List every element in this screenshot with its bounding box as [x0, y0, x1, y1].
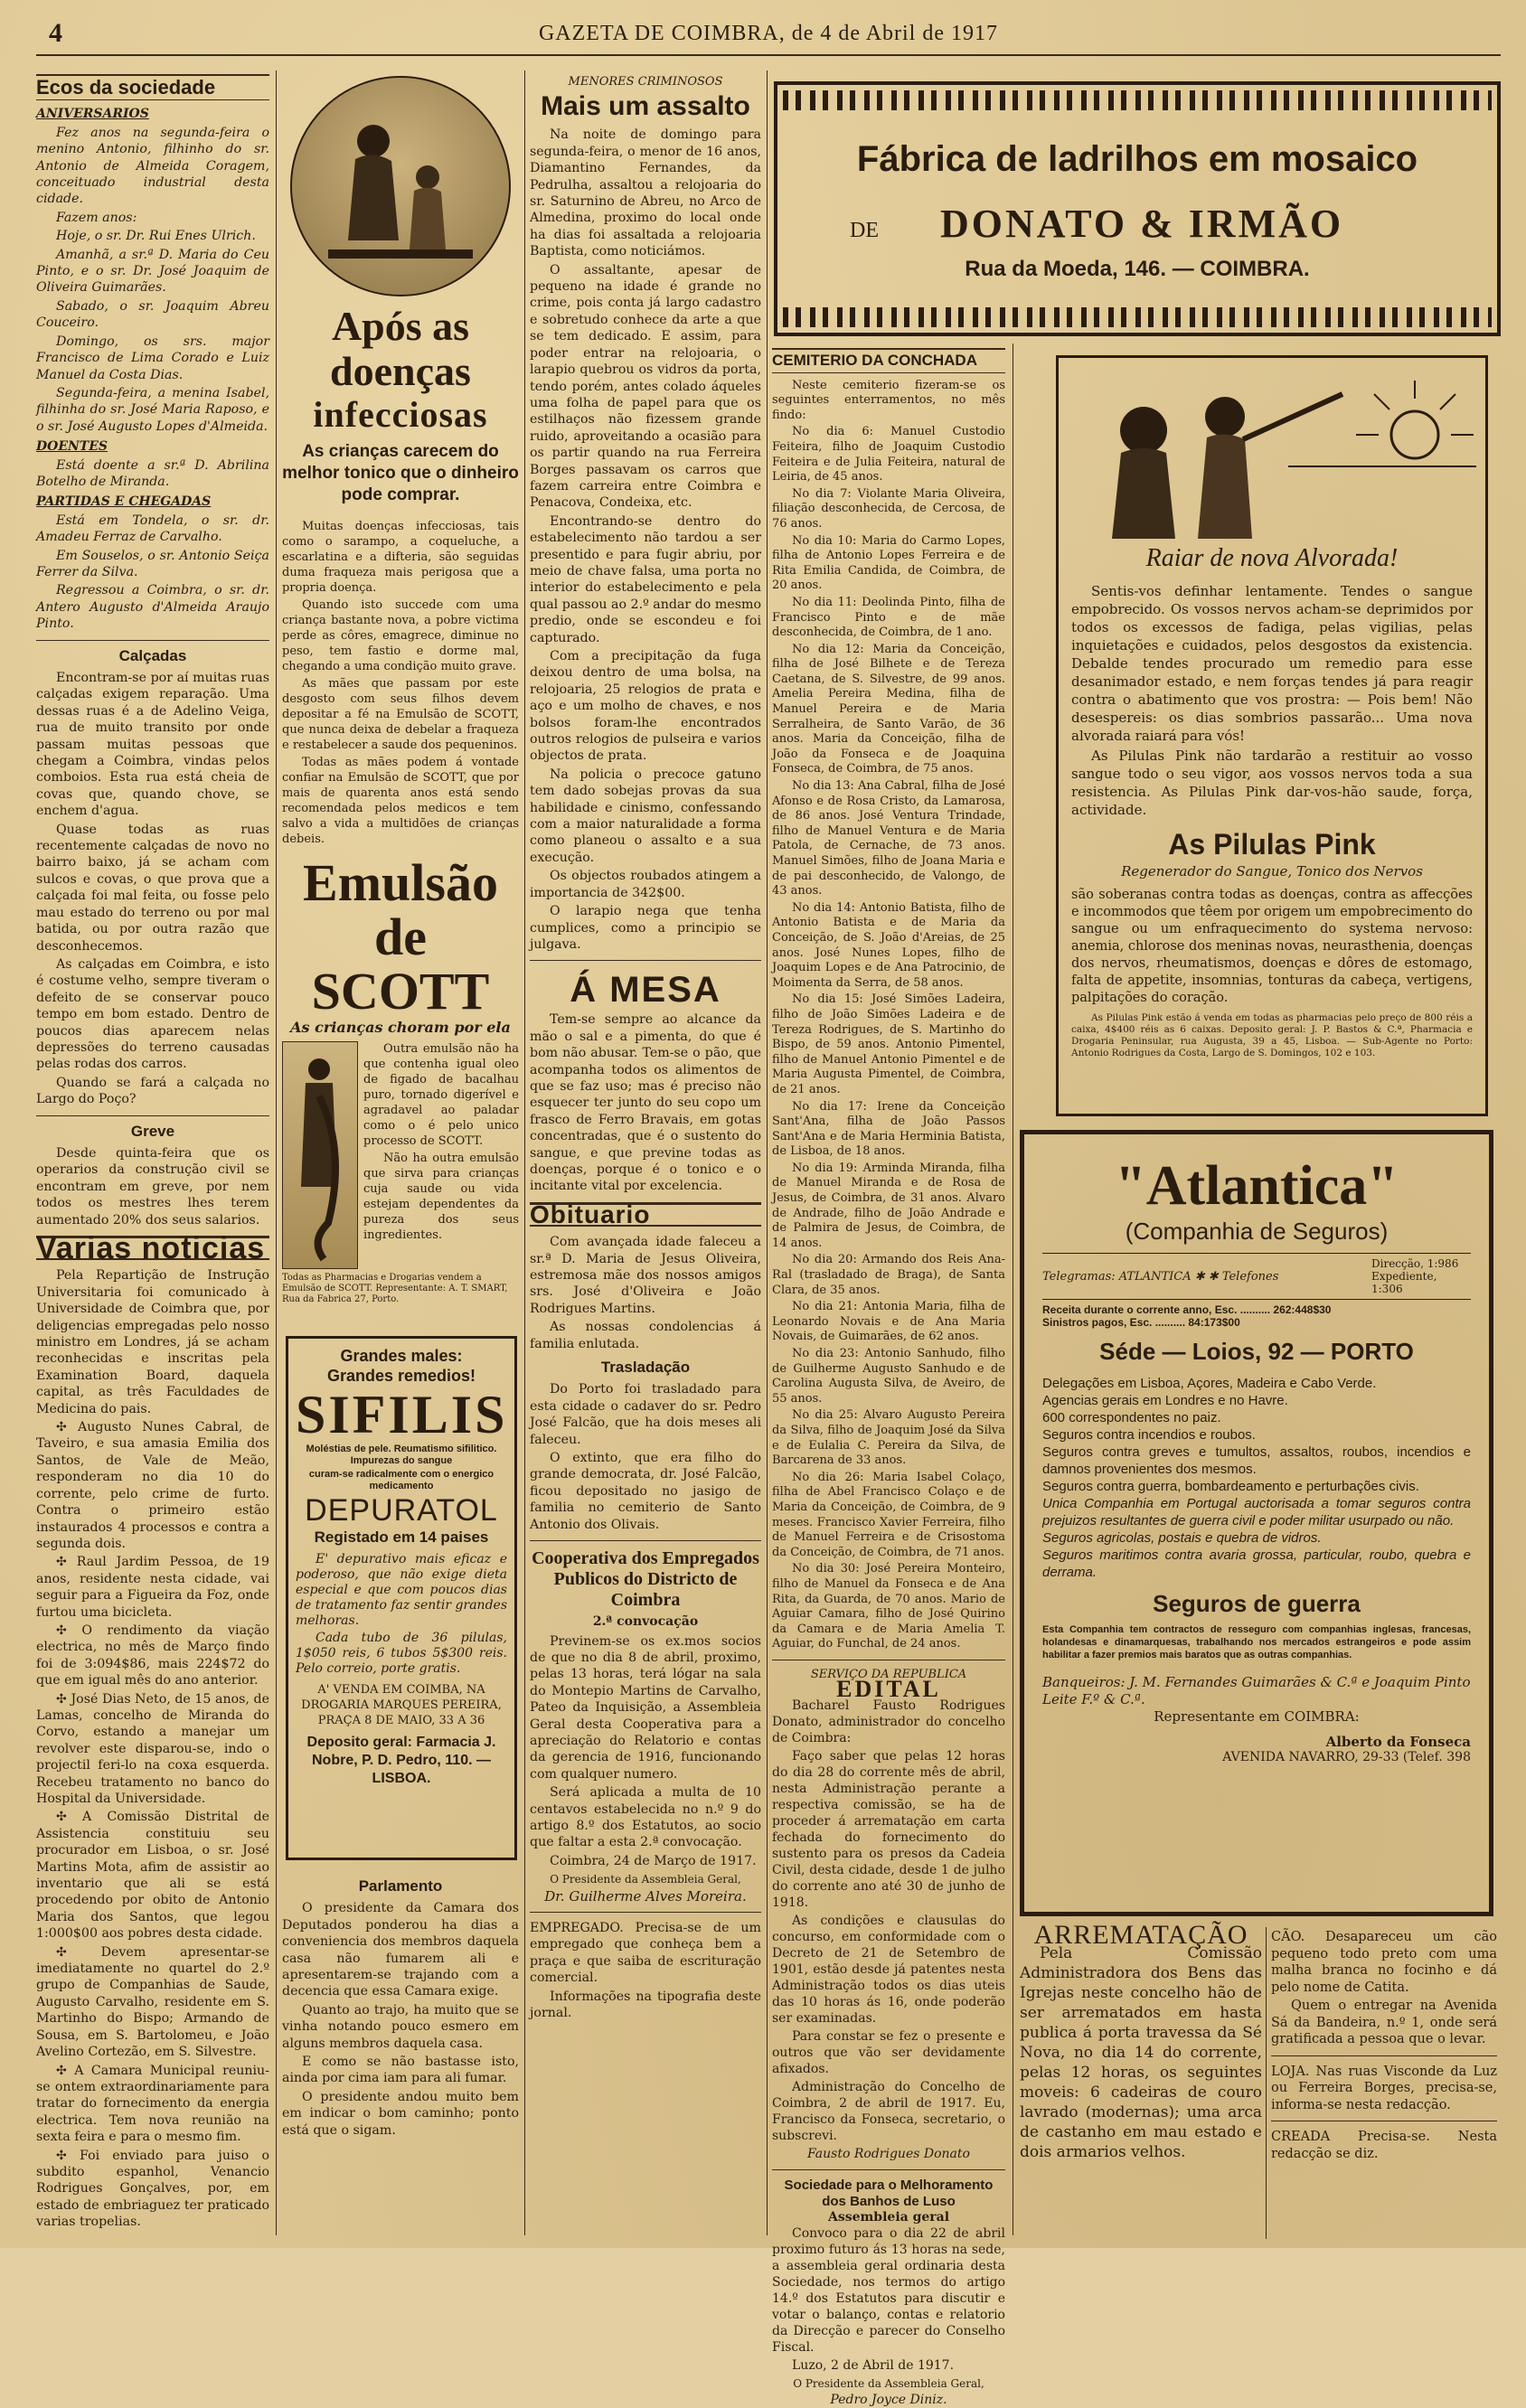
column-divider [1266, 1927, 1267, 2239]
scott-brand: de SCOTT [311, 908, 490, 1021]
assalto-heading: Mais um assalto [541, 91, 750, 122]
paragraph: As Pilulas Pink não tardarão a restituir ao vosso sangue todo o seu vigor, aos vossos nervos toda a sua resistencia. As Pilulas Pink dar-vos-hão saude, força, actividade. [1071, 748, 1473, 818]
paragraph: No dia 15: José Simões Ladeira, filho de João Simões Ladeira e de Tereza Rodrigues, de S. Martinho do Bispo, de 59 anos. Antonio Pimentel, filho de Manuel Antonio Pimentel e de Maria Augusta Pimentel, de Coimbra, de 21 anos. [772, 992, 1005, 1096]
paragraph: Bacharel Fausto Rodrigues Donato, administrador do concelho de Coimbra: [772, 1698, 1005, 1746]
paragraph: No dia 7: Violante Maria Oliveira, filiação desconhecida, de Cercosa, de 76 anos. [772, 486, 1005, 531]
signatory-name: Dr. Guilherme Alves Moreira. [544, 1887, 747, 1905]
mother-child-illustration [290, 76, 511, 296]
paragraph: O presidente andou muito bem em indicar o bom caminho; ponto está que o sigam. [282, 2089, 519, 2138]
varias-noticias-heading: Varias noticias [36, 1236, 269, 1260]
paragraph: No dia 23: Antonio Sanhudo, filho de Guilherme Augusto Sanhudo e de Carolina Augusta Silva, de Aveiro, de 55 anos. [772, 1347, 1005, 1406]
paragraph: Fez anos na segunda-feira o menino Antonio, filhinho do sr. Antonio de Almeida Coragem, conceituado industrial desta cidade. [36, 125, 269, 207]
paragraph: Está doente a sr.ª D. Abrilina Botelho de Miranda. [36, 457, 269, 489]
ad-title: Após as doenças [330, 303, 471, 394]
paragraph: Fazem anos: [56, 210, 137, 225]
sunrise-drawing [1071, 367, 1476, 539]
paragraph: Domingo, os srs. major Francisco de Lima Corado e Luiz Manuel da Costa Dias. [36, 334, 269, 382]
calcadas-heading: Calçadas [118, 646, 187, 664]
paragraph: Seguros contra greves e tumultos, assaltos, roubos, incendios e damnos provenientes dos mesmos. [1042, 1444, 1471, 1477]
section-kicker: MENORES CRIMINOSOS [568, 75, 723, 89]
pink-tagline: Regenerador do Sangue, Tonico dos Nervos [1121, 863, 1423, 879]
paragraph: Com a precipitação da fuga deixou dentro de uma bolsa, na relojoaria, 25 relogios de prata e aço e um molho de chaves, e nos bolsos foram-lhe encontrados outros relogios de pulseira e varios objectos de prata. [530, 649, 761, 764]
paragraph: Quando se fará a calçada no Largo do Poço? [36, 1075, 269, 1107]
paragraph: Quando isto succede com uma criança bastante nova, a pobre victima perde as côres, emagrece, diminue no peso, tem fastio e dorme mal, chegando a uma condição muito grave. [282, 598, 519, 673]
page-header [36, 16, 1501, 56]
paragraph: No dia 19: Arminda Miranda, filha de Manuel Miranda e de Rosa de Jesus, de Coimbra, de 31 anos. Alvaro de Andrade, filho de João Andrade e de Palmira de Jesus, de Coimbra, de 14 anos. [772, 1161, 1005, 1250]
paragraph: Administração do Concelho de Coimbra, 2 de abril de 1917. Eu, Francisco da Fonseca, secretario, o subscrevi. [772, 2080, 1005, 2144]
paragraph: Quanto ao trajo, ha muito que se vinha notando pouco esmero em alguns membros daquela casa. [282, 2002, 519, 2051]
paragraph: Outra emulsão não ha que contenha igual oleo de figado de bacalhau puro, tornado digerível e agradavel ao paladar como o é pelo unico processo de SCOTT. [363, 1042, 519, 1148]
signatory-title: O Presidente da Assembleia Geral, [793, 2376, 984, 2390]
classified-empregado: EMPREGADO. Precisa-se de um empregado que conheça bem a praça e que saiba de escrituração comercial. [530, 1921, 761, 1986]
paragraph: Sabado, o sr. Joaquim Abreu Couceiro. [36, 298, 269, 331]
paragraph: Com avançada idade faleceu a sr.ª D. Maria de Jesus Oliveira, estremosa mãe dos nossos amigos srs. José d'Oliveira e João Rodrigues Martins. [530, 1235, 761, 1316]
paragraph: Informações na tipografia deste jornal. [530, 1989, 761, 2021]
greve-heading: Greve [130, 1122, 175, 1140]
ad-subtitle: infecciosas [313, 394, 488, 435]
paragraph: ✣ Devem apresentar-se imediatamente no quartel do 2.º grupo de Companhias de Saude, Augusto Carvalho, residente em S. Martinho do Bispo; Armando de Sousa, em S. Bartolomeu, e João Avelino Cortezão, em S. Silvestre. [36, 1944, 269, 2060]
paragraph: O assaltante, apesar de pequeno na idade é grande no crime, pois conta já largo cadastro e sobretudo conhece da arte a que se tem dedicado. E assim, para poder entrar na relojoaria, o larapio quebrou os vidros da porta, tendo porém, antes colado áqueles uma folha de papel para que os estilhaços não fizessem grande ruido, aproveitando a ocasião para os partir quando na rua Ferreira Borges passavam os carros que fazem carreira entre Coimbra e Penacova, Condeixa, etc. [530, 262, 761, 511]
paragraph: O larapio nega que tenha cumplices, como a principio se julgava. [530, 904, 761, 952]
paragraph: Quem o entregar na Avenida Sá da Bandeira, n.º 1, onde será gratificada a pessoa que o levar. [1271, 1999, 1497, 2046]
atlantica-ad [1020, 1130, 1493, 1916]
luso-subheading: Assembleia geral [827, 2210, 950, 2225]
pink-headline: Raiar de nova Alvorada! [1145, 544, 1399, 572]
reinsurance-text: Esta Companhia tem contractos de resseguro com companhias inglesas, francesas, holandesas e dinamarquesas, trabalhando nos mercados estrangeiros e pode assim habilitar a fazer premios mais baratos que as outras companhias. [1042, 1624, 1471, 1660]
paragraph: No dia 26: Maria Isabel Colaço, filha de Abel Francisco Colaço e de Maria da Conceição, de Coimbra, de 9 meses. Francisco Xavier Ferreira, filho de Manuel Ferreira e de Crisostoma da Conceição, de Coimbra, de 71 anos. [772, 1470, 1005, 1559]
classified-cao: CÃO. Desapareceu um cão pequeno todo preto com uma malha branca no focinho e dá pelo nome de Catita. [1271, 1930, 1497, 1995]
head-office: Séde — Loios, 92 — PORTO [1099, 1338, 1414, 1365]
donato-irmao: DONATO & IRMÃO [940, 202, 1344, 246]
depuratol-ad [286, 1336, 517, 1860]
sales-point: A' VENDA EM COIMBA, NA DROGARIA MARQUES PEREIRA, PRAÇA 8 DE MAIO, 33 A 36 [301, 1683, 502, 1727]
classified-creada: CREADA Precisa-se. Nesta redacção se diz. [1271, 2130, 1497, 2161]
paragraph: Unica Companhia em Portugal auctorisada a tomar seguros contra prejuizos resultantes de guerra civil e poder militar usurpado ou não. [1042, 1496, 1471, 1529]
paragraph: Cada tubo de 36 pilulas, 1$050 reis, 6 tubos 5$300 reis. Pelo correio, porte gratis. [296, 1631, 507, 1676]
paragraph: E como se não bastasse isto, ainda por cima iam para ali fumar. [282, 2055, 519, 2086]
paragraph: Segunda-feira, a menina Isabel, filhinha do sr. José Maria Raposo, e o sr. José Augusto Lopes d'Almeida. [36, 385, 269, 434]
paragraph: Na policia o precoce gatuno tem dado sobejas provas da sua habilidade e cinismo, confessando com a maior naturalidade a forma como planeou o assalto e a sua execução. [530, 767, 761, 865]
representative-label: Representante em COIMBRA: [1154, 1708, 1360, 1725]
paragraph: são soberanas contra todas as doenças, contra as affecções e incommodos que têem por origem um empobrecimento do sangue ou um enfraquecimento do systema nervoso: anemia, chlorose dos meninas novas, neurasthenia, doenças dos nervos, rheumatismos, doenças e dôres de estomago, falta de appetite, insomnias, tonturas da cabeça, vertigens, palpitações do coração. [1071, 888, 1473, 1005]
ad-heading: Grandes males: [340, 1347, 463, 1365]
ad-text: Moléstias de pele. Reumatismo sifilitico. Impurezas do sangue [306, 1444, 497, 1466]
fisherman-illustration [282, 1041, 358, 1269]
partidas-heading: PARTIDAS E CHEGADAS [36, 494, 212, 510]
phone-numbers: Direcção, 1:986 Expediente, 1:306 [1371, 1257, 1459, 1295]
paragraph: Sentis-vos definhar lentamente. Tendes o sangue empobrecido. Os vossos nervos acham-se deprimidos por todos os excessos de fadiga, pelas vigilias, pelas inquietações e cuidados, pelos desgostos da existencia. Debalde tendes procurado um remedio para esse desanimador estado, e nem forças tendes já para reagir contra o abatimento que vos prostra: — Pois bem! Não desespereis: os dias sombrios passarão... Uma nova alvorada raiará para vós! [1071, 583, 1473, 744]
paragraph: Do Porto foi trasladado para esta cidade o cadaver do sr. Pedro José Falcão, que ha dois meses ali faleceu. [530, 1382, 761, 1447]
paragraph: Coimbra, 24 de Março de 1917. [550, 1853, 757, 1868]
sifilis-title: SIFILIS [296, 1385, 508, 1444]
emulsao-brand: Emulsão [303, 853, 498, 912]
paragraph: No dia 21: Antonia Maria, filha de Leonardo Novais e de Ana Maria Novais, de Guimarães, de 62 anos. [772, 1300, 1005, 1344]
paragraph: Está em Tondela, o sr. dr. Amadeu Ferraz de Carvalho. [36, 513, 269, 545]
column-divider [276, 71, 277, 2235]
paragraph: O extinto, que era filho do grande democrata, dr. José Falcão, ficou depositado no jasigo de familia no cemiterio de Santo Antonio dos Olivais. [530, 1451, 761, 1532]
paragraph: Em Souselos, o sr. Antonio Seiça Ferrer da Silva. [36, 548, 269, 579]
scott-emulsion-ad [282, 76, 519, 1314]
paragraph: O presidente da Camara dos Deputados ponderou ha dias a conveniencia dos membros daquela casa não fumarem ali e apresentarem-se trajando com a decencia que essa Camara exige. [282, 1901, 519, 1999]
claims-line: Sinistros pagos, Esc. .......... 84:173$00 [1042, 1316, 1240, 1329]
fisherman-drawing [283, 1042, 357, 1268]
edital-heading: EDITAL [836, 1676, 941, 1703]
cemiterio-heading: CEMITERIO DA CONCHADA [772, 348, 1005, 373]
pilulas-pink-ad [1056, 355, 1488, 1116]
column-society [36, 74, 269, 2239]
paragraph: ✣ José Dias Neto, de 15 anos, de Lamas, concelho de Miranda do Corvo, estando a manejar um revolver este disparou-se, indo o projectil feri-lo na coxa esquerda. Recebeu tratamento no banco do Hospital da Universidade. [36, 1691, 269, 1806]
paragraph: As Pilulas Pink estão á venda em todas as pharmacias pelo preço de 800 réis a caixa, 4$400 réis as 6 caixas. Deposito geral: J. P. Bastos & C.ª, Pharmacia e Drogaria Peninsular, rua Augusta, 39 a 45, Lisboa. — Sub-Agente no Porto: Antonio Rodrigues da Costa, Largo de S. Domingos, 102 e 103. [1071, 1012, 1473, 1058]
aniversarios-heading: ANIVERSARIOS [36, 107, 149, 122]
arrematacao-heading: ARREMATAÇÃO [1033, 1920, 1248, 1950]
paragraph: Faço saber que pelas 12 horas do dia 28 do corrente mês de abril, nesta Administração perante a respectiva comissão, se ha de proceder á arrematação em carta fechada do fornecimento do sustento para os presos da Cadeia Civil, desta cidade, desde 1 de julho do corrente ano até 30 de junho de 1918. [772, 1749, 1005, 1911]
paragraph: Hoje, o sr. Dr. Rui Enes Ulrich. [56, 229, 256, 244]
ecos-heading: Ecos da sociedade [36, 74, 269, 100]
classifieds [1271, 1929, 1497, 2241]
paragraph: As condições e clausulas do concurso, em conformidade com o Decreto de 21 de Setembro de 1901, estão desde já patentes nesta Administração todos os dias uteis das 10 horas ás 16, onde poderão ser examinadas. [772, 1914, 1005, 2027]
paragraph: ✣ A Comissão Distrital de Assistencia constituiu seu procurador em Lisboa, o sr. José Martins Mota, afim de assistir ao inventario que ali se está procedendo por obito de Antonio Maria dos Santos, que legou 1:000$00 aos pobres desta cidade. [36, 1810, 269, 1942]
paragraph: No dia 12: Maria da Conceição, filha de José Bilhete e de Tereza Caetana, de S. Silvestre, de 99 anos. Amelia Pereira Medina, filha de Manuel Pereira e de Maria Serralheira, de Santo Varão, de 36 anos. Maria da Conceição, filha de João da Fonseca e de Joaquina Fonseca, de Coimbra, de 75 anos. [772, 642, 1005, 776]
parlamento-article [282, 1871, 519, 2242]
fabrica-ladrilhos-ad [774, 81, 1501, 336]
column-news [530, 74, 761, 2239]
ad-text: curam-se radicalmente com o energico medicamento [308, 1469, 495, 1491]
paragraph: Seguros maritimos contra avaria grossa, particular, roubo, quebra e derrama. [1042, 1547, 1471, 1580]
paragraph: Seguros contra guerra, bombardeamento e perturbações civis. [1042, 1479, 1419, 1494]
ad-slogan: As crianças choram por ela [290, 1019, 511, 1036]
paragraph: Luzo, 2 de Abril de 1917. [792, 2357, 955, 2373]
ad-footer: Todas as Pharmacias e Drogarias vendem a Emulsão de SCOTT. Representante: A. T. SMART, Rua da Fabrica 27, Porto. [282, 1273, 508, 1304]
arrematacao-notice [1020, 1920, 1262, 2239]
paragraph: Neste cemiterio fizeram-se os seguintes enterramentos, no mês findo: [772, 378, 1005, 422]
doentes-heading: DOENTES [36, 439, 108, 455]
masthead-title: GAZETA DE COIMBRA, de 4 de Abril de 1917 [538, 22, 999, 45]
paragraph: Seguros contra incendios e roubos. [1042, 1427, 1256, 1443]
paragraph: Na noite de domingo para segunda-feira, o menor de 16 anos, Diamantino Fernandes, da Pedrulha, assaltou a relojoaria do sr. Saturnino de Abreu, no Arco de Almedina, proximo do local onde ha dias foi assaltada a relojoaria Baptista, como noticiámos. [530, 127, 761, 259]
atlantica-subtitle: (Companhia de Seguros) [1125, 1218, 1389, 1245]
sunrise-illustration [1071, 367, 1473, 539]
paragraph: Delegações em Lisboa, Açores, Madeira e Cabo Verde. [1042, 1376, 1377, 1391]
paragraph: As nossas condolencias á familia enlutada. [530, 1320, 761, 1351]
paragraph: ✣ Raul Jardim Pessoa, de 19 anos, residente nesta cidade, vai seguir para a Figueira da Foz, onde furtou uma bicicleta. [36, 1555, 269, 1620]
column-cemiterio [772, 348, 1005, 2407]
cooperativa-heading: Cooperativa dos Empregados Publicos do Districto de Coimbra [532, 1548, 759, 1611]
paragraph: ✣ Augusto Nunes Cabral, de Taveiro, e sua amasia Emilia dos Santos, de Vale de Meão, responderam no dia 10 do corrente, pelo crime de furto. Contra o primeiro estão instaurados 4 processos e contra a segunda dois. [36, 1420, 269, 1551]
obituario-heading: Obituario [530, 1202, 761, 1227]
pink-brand: As Pilulas Pink [1168, 828, 1376, 861]
paragraph: Regressou a Coimbra, o sr. dr. Antero Augusto d'Almeida Araujo Pinto. [36, 583, 269, 632]
trasladacao-heading: Trasladação [600, 1359, 691, 1377]
paragraph: No dia 6: Manuel Custodio Feiteira, filho de Joaquim Custodio Feiteira e de Julia Feiteira, natural de Leiria, de 45 anos. [772, 425, 1005, 484]
paragraph: Amanhã, a sr.ª D. Maria do Ceu Pinto, e o sr. Dr. José Joaquim de Oliveira Guimarães. [36, 247, 269, 296]
paragraph: Previnem-se os ex.mos socios de que no dia 8 de abril, proximo, pelas 13 horas, terá lógar na sala do Montepio Martins de Carvalho, Pateo da Inquisição, a Assembleia Geral desta Cooperativa para a apreciação do Relatorio e contas da gerencia de 1916, funcionando com qualquer numero. [530, 1633, 761, 1782]
column-divider [524, 71, 525, 2235]
representative-address: AVENIDA NAVARRO, 29-33 (Telef. 398 [1222, 1750, 1471, 1764]
paragraph: No dia 10: Maria do Carmo Lopes, filha de Antonio Lopes Ferreira e de Rita Emilia Candida, de Coimbra, de 20 anos. [772, 533, 1005, 593]
paragraph: Todas as mães podem á vontade confiar na Emulsão de SCOTT, que por mais de quarenta anos está sendo recomendada pelos medicos e tem salvo a vida a multidões de crianças debeis. [282, 756, 519, 846]
fabrica-de: DE [850, 219, 879, 242]
paragraph: No dia 20: Armando dos Reis Ana-Ral (trasladado de Braga), de Santa Clara, de 35 anos. [772, 1253, 1005, 1297]
paragraph: No dia 17: Irene da Conceição Sant'Ana, filha de João Passos Sant'Ana e de Maria Herminia Batista, de Lisboa, de 18 anos. [772, 1099, 1005, 1159]
deposit-info: Deposito geral: Farmacia J. Nobre, P. D. Pedro, 110. — LISBOA. [306, 1735, 496, 1786]
revenue-line: Receita durante o corrente anno, Esc. .......... 262:448$30 [1042, 1303, 1332, 1316]
ad-heading-2: Grandes remedios! [326, 1367, 476, 1385]
paragraph: No dia 30: José Pereira Monteiro, filho de Manuel da Fonseca e de Ana Rita, da Guarda, de 70 anos. Mario de Aguiar Camara, filho de José Quirino da Camara e de Maria Amelia T. Aguiar, do Funchal, de 24 anos. [772, 1562, 1005, 1651]
parlamento-heading: Parlamento [358, 1877, 443, 1895]
column-divider [767, 71, 768, 2235]
edital-signature: Fausto Rodrigues Donato [807, 2147, 970, 2162]
paragraph: No dia 25: Alvaro Augusto Pereira da Silva, filho de Joaquim José da Silva e de Eulalia C. Pereira da Silva, de Barcarena de 33 anos. [772, 1408, 1005, 1468]
paragraph: E' depurativo mais eficaz e poderoso, que não exige dieta especial e que com poucos dias de tratamento faz sentir grandes melhoras. [296, 1552, 507, 1628]
paragraph: Quase todas as ruas recentemente calçadas de novo no bairro baixo, já se acham com sulcos e covas, o que prova que a calçada foi mal feita, ou fosse pelo mau estado do terreno ou por mal batida, ou por outra razão que desconhecemos. [36, 822, 269, 954]
paragraph: No dia 13: Ana Cabral, filha de José Afonso e de Rosa Cristo, da Lamarosa, de 86 anos. José Ventura Trindade, filho de Manuel Ventura e de Maria Patola, de Cernache, de 73 anos. Manuel Simões, filho de Joana Maria e de pai desconhecido, de Valongo, de 43 anos. [772, 779, 1005, 898]
paragraph: No dia 14: Antonio Batista, filho de Antonio Batista e de Maria da Conceição, de S. João d'Areias, de 25 anos. José Nunes Lopes, filho de Joaquim Lopes e de Ana Patrocinio, de Moimenta da Serra, de 58 anos. [772, 900, 1005, 990]
paragraph: ✣ A Camara Municipal reuniu-se ontem extraordinariamente para tratar do fornecimento da energia electrica. Tem nova reunião na sexta feira e para o mesmo fim. [36, 2063, 269, 2145]
fabrica-address: Rua da Moeda, 146. — COIMBRA. [965, 257, 1310, 281]
paragraph: Os objectos roubados atingem a importancia de 342$00. [530, 869, 761, 900]
fabrica-title: Fábrica de ladrilhos em mosaico [856, 139, 1418, 179]
paragraph: Encontrando-se dentro do estabelecimento não tardou a ser presentido e para fugir abriu, por meio de chave falsa, uma porta no interior do estabelecimento e pela qual passou ao 2.º andar do mesmo predio, onde se escondeu e foi capturado. [530, 513, 761, 645]
paragraph: Encontram-se por aí muitas ruas calçadas exigem reparação. Uma dessas ruas é a de Adelino Veiga, rua de muito transito por onde passam muitas pessoas que chegam a Coimbra, vindas pelos comboios. Esta rua está cheia de covas que, quando chove, se enchem d'agua. [36, 671, 269, 819]
bankers: Banqueiros: J. M. Fernandes Guimarães & C.ª e Joaquim Pinto Leite F.º & C.ª. [1042, 1674, 1471, 1707]
paragraph: Pela Repartição de Instrução Universitaria foi comunicado à Universidade de Coimbra que, por deligencias empregadas pelo nosso ministro em Londres, já se acham reconhecidas e inscritas pela Examination Board, daquela capital, as três Faculdades de Medicina do pais. [36, 1268, 269, 1416]
paragraph: As mães que passam por este desgosto com seus filhos devem depositar a fé na Emulsão de SCOTT, que nunca deixa de debelar a fraqueza e restabelecer a saude dos pequeninos. [282, 677, 519, 752]
a-mesa-heading: Á MESA [570, 970, 721, 1011]
representative-name: Alberto da Fonseca [1325, 1734, 1471, 1750]
classified-loja: LOJA. Nas ruas Visconde da Luz ou Ferreira Borges, precisa-se, informa-se nesta redacção. [1271, 2064, 1497, 2112]
paragraph: Desde quinta-feira que os operarios da construção civil se encontram em greve, por nem todos os mestres lhes terem aumentado 20% dos seus salarios. [36, 1145, 269, 1228]
ad-tagline: As crianças carecem do melhor tonico que o dinheiro pode comprar. [282, 442, 519, 504]
convocacao: 2.ª convocação [592, 1614, 699, 1630]
paragraph: Agencias gerais em Londres e no Havre. [1042, 1393, 1288, 1408]
paragraph: Não ha outra emulsão que sirva para crianças cuja saude ou vida estejam dependentes da pureza dos seus ingredientes. [363, 1152, 519, 1242]
paragraph: No dia 11: Deolinda Pinto, filha de Francisco Pinto e de mãe desconhecida, de Coimbra, de 1 ano. [772, 595, 1005, 640]
paragraph: Muitas doenças infecciosas, tais como o sarampo, a coqueluche, a escarlatina e a difteria, são seguidas duma fraqueza mais perigosa que a propria doença. [282, 520, 519, 595]
telegram-info: Telegramas: ATLANTICA ✱ ✱ Telefones [1042, 1269, 1279, 1284]
paragraph: ✣ Foi enviado para juiso o subdito espanhol, Venancio Rodrigues Gonçalves, por, em estado de embriaguez ter praticado varias tropelias. [36, 2148, 269, 2230]
paragraph: Para constar se fez o presente e outros que vão ser devidamente afixados. [772, 2029, 1005, 2077]
greek-border [783, 90, 1492, 110]
paragraph: Pela Comissão Administradora dos Bens das Igrejas neste concelho hão de ser arrematados em hasta publica á porta travessa da Sé Nova, no dia 14 do corrente, pelas 12 horas, os seguintes moveis: 6 cadeiras de couro lavrado (modernas); uma arca de castanho em mau estado e dois armarios velhos. [1020, 1944, 1262, 2162]
paragraph: Seguros agricolas, postais e quebra de vidros. [1042, 1530, 1322, 1546]
edital-kicker: SERVIÇO DA REPUBLICA [810, 1667, 967, 1681]
registration: Registado em 14 paises [314, 1529, 489, 1546]
signatory-title: O Presidente da Assembleia Geral, [550, 1873, 741, 1886]
paragraph: As calçadas em Coimbra, e isto é costume velho, sempre tiveram o defeito de se conservar pouco tempo em bom estado. Dentro de poucos dias aparecem nelas depressões do terreno causadas pelas rodas dos carros. [36, 956, 269, 1072]
paragraph: 600 correspondentes no paiz. [1042, 1410, 1221, 1425]
luso-heading: Sociedade para o Melhoramento dos Banhos de Luso [784, 2178, 994, 2210]
paragraph: ✣ O rendimento da viação electrica, no mês de Março findo foi de 3:094$86, mais 224$72 do que em igual mês do ano anterior. [36, 1623, 269, 1688]
atlantica-title: "Atlantica" [1115, 1155, 1399, 1217]
paragraph: Convoco para o dia 22 de abril proximo futuro ás 13 horas na sede, a assembleia geral ordinaria desta Sociedade, nos termos do artigo 14.º dos Estatutos para discutir e votar o balanço, contas e relatorio da Direcção e parecer do Conselho Fiscal. [772, 2225, 1005, 2355]
seguros-guerra: Seguros de guerra [1153, 1590, 1361, 1617]
greek-border [783, 307, 1492, 327]
signatory-name: Pedro Joyce Diniz. [830, 2392, 947, 2407]
page-number: 4 [49, 18, 62, 48]
paragraph: Será aplicada a multa de 10 centavos estabelecida no n.º 9 do artigo 8.º dos Estatutos, ao socio que faltar a esta 2.ª convocação. [530, 1785, 761, 1850]
paragraph: Tem-se sempre ao alcance da mão o sal e a pimenta, do que é bom não abusar. Tem-se o pão, que acompanha todos os alimentos de que se faz uso; mas é preciso não esquecer ter junto do seu copo um frasco de Ferro Bravais, em gotas concentradas, que é o sustento do sangue, e que previne todas as doenças, porque é o tonico e o incitante vital por excelencia. [530, 1012, 761, 1194]
depuratol-title: DEPURATOL [305, 1493, 498, 1528]
illustration-drawing [292, 78, 509, 295]
